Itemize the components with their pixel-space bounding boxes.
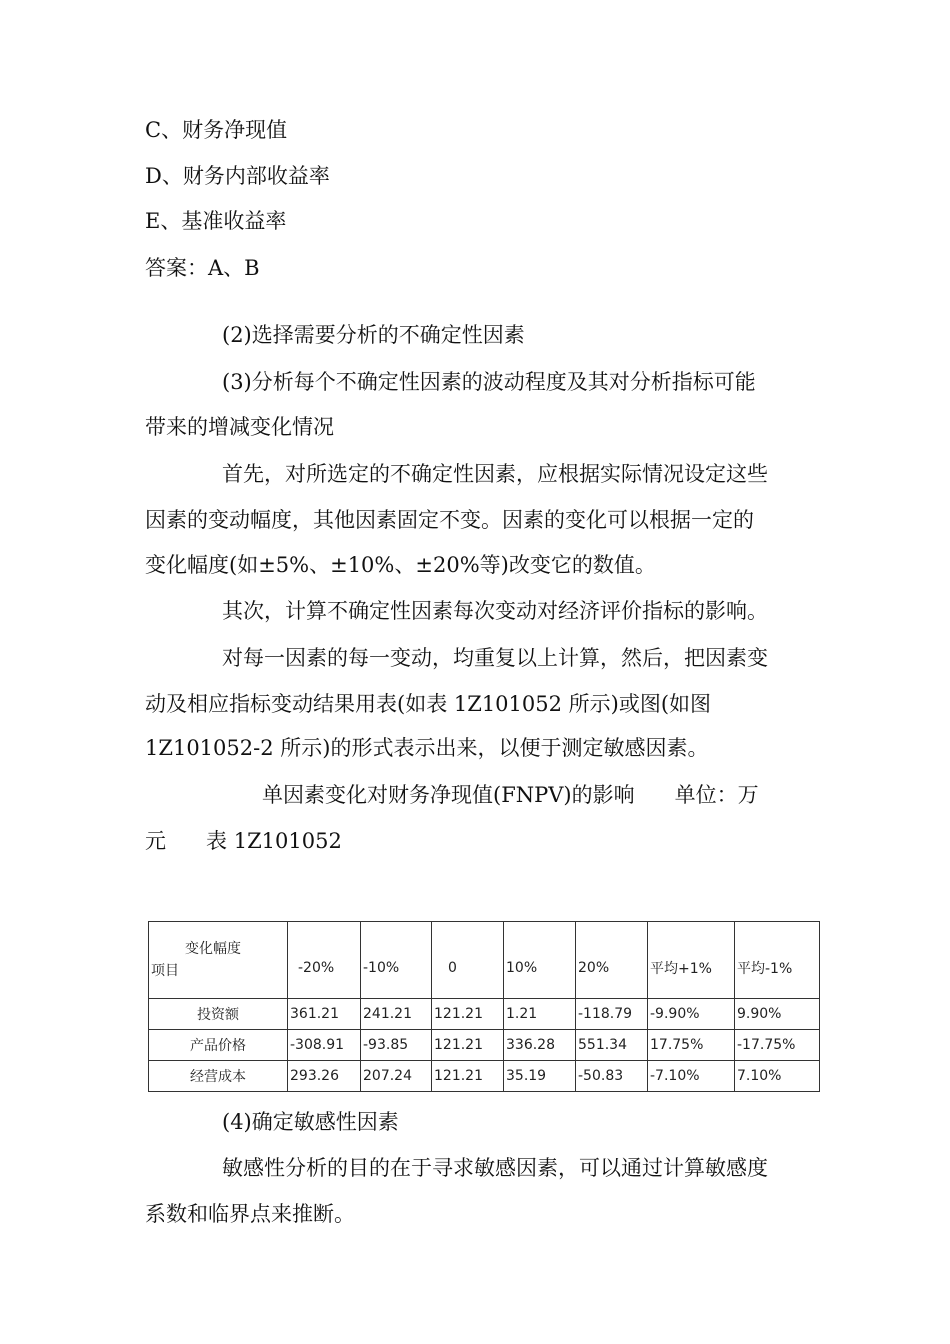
step-4-heading: (4)确定敏感性因素 xyxy=(222,1110,399,1134)
table-cell: 121.21 xyxy=(432,1061,504,1092)
option-d: D、财务内部收益率 xyxy=(145,164,330,188)
sensitivity-table xyxy=(148,921,820,1092)
paragraph-third-line1: 对每一因素的每一变动，均重复以上计算，然后，把因素变 xyxy=(222,646,768,670)
table-cell: -17.75% xyxy=(735,1030,820,1061)
paragraph-first-line2: 因素的变动幅度，其他因素固定不变。因素的变化可以根据一定的 xyxy=(145,508,754,532)
option-e: E、基准收益率 xyxy=(145,209,287,233)
table-header-row xyxy=(149,922,820,999)
table-row xyxy=(149,1030,820,1061)
header-cell: 10% xyxy=(504,922,576,999)
row-label: 产品价格 xyxy=(149,1030,288,1061)
table-caption-line2: 元 表 1Z101052 xyxy=(145,829,342,853)
table-cell: 336.28 xyxy=(504,1030,576,1061)
table-cell: 551.34 xyxy=(576,1030,648,1061)
header-cell: 平均+1% xyxy=(648,922,735,999)
paragraph-fourth-line2: 系数和临界点来推断。 xyxy=(145,1202,355,1226)
table-row xyxy=(149,999,820,1030)
sensitivity-table-wrapper xyxy=(148,921,819,1092)
table-cell: -93.85 xyxy=(361,1030,432,1061)
option-c: C、财务净现值 xyxy=(145,118,288,142)
step-3-continued: 带来的增减变化情况 xyxy=(145,415,334,439)
table-cell: -118.79 xyxy=(576,999,648,1030)
paragraph-second: 其次，计算不确定性因素每次变动对经济评价指标的影响。 xyxy=(222,599,768,623)
table-cell: 207.24 xyxy=(361,1061,432,1092)
table-cell: 121.21 xyxy=(432,999,504,1030)
paragraph-third-line2: 动及相应指标变动结果用表(如表 1Z101052 所示)或图(如图 xyxy=(145,692,712,716)
row-label: 经营成本 xyxy=(149,1061,288,1092)
row-label: 投资额 xyxy=(149,999,288,1030)
header-cell: -20% xyxy=(288,922,361,999)
table-cell: 293.26 xyxy=(288,1061,361,1092)
table-cell: 9.90% xyxy=(735,999,820,1030)
answer-line: 答案：A、B xyxy=(145,256,260,280)
table-cell: -308.91 xyxy=(288,1030,361,1061)
header-cell: 0 xyxy=(432,922,504,999)
header-cell: 平均-1% xyxy=(735,922,820,999)
table-row xyxy=(149,1061,820,1092)
corner-bottom-label: 项目 xyxy=(151,963,179,979)
table-cell: 121.21 xyxy=(432,1030,504,1061)
paragraph-fourth-line1: 敏感性分析的目的在于寻求敏感因素，可以通过计算敏感度 xyxy=(222,1156,768,1180)
header-cell: -10% xyxy=(361,922,432,999)
table-cell: 241.21 xyxy=(361,999,432,1030)
step-3-heading: (3)分析每个不确定性因素的波动程度及其对分析指标可能 xyxy=(222,370,756,394)
paragraph-first-line1: 首先，对所选定的不确定性因素，应根据实际情况设定这些 xyxy=(222,462,768,486)
table-cell: 361.21 xyxy=(288,999,361,1030)
step-2-heading: (2)选择需要分析的不确定性因素 xyxy=(222,323,525,347)
header-cell: 20% xyxy=(576,922,648,999)
paragraph-first-line3: 变化幅度(如±5%、±10%、±20%等)改变它的数值。 xyxy=(145,553,656,577)
paragraph-third-line3: 1Z101052-2 所示)的形式表示出来，以便于测定敏感因素。 xyxy=(145,736,709,760)
corner-top-label: 变化幅度 xyxy=(185,941,241,957)
table-corner-cell xyxy=(149,922,288,999)
table-cell: 17.75% xyxy=(648,1030,735,1061)
table-cell: -7.10% xyxy=(648,1061,735,1092)
table-caption-line1: 单因素变化对财务净现值(FNPV)的影响 单位：万 xyxy=(262,783,759,807)
table-cell: 7.10% xyxy=(735,1061,820,1092)
table-cell: 35.19 xyxy=(504,1061,576,1092)
table-cell: -9.90% xyxy=(648,999,735,1030)
table-cell: -50.83 xyxy=(576,1061,648,1092)
table-cell: 1.21 xyxy=(504,999,576,1030)
